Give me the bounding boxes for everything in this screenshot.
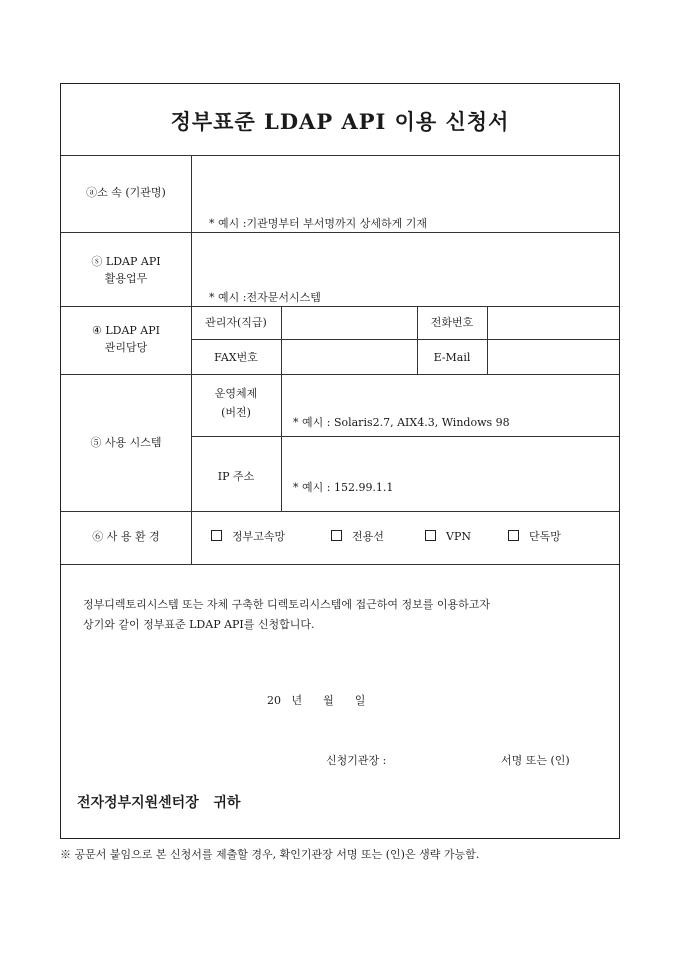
statement: [83, 595, 603, 635]
divider: [191, 436, 619, 437]
divider: [61, 155, 619, 156]
email-label: E-Mail: [433, 351, 471, 364]
usage-example: * 예시 :전자문서시스템: [209, 291, 321, 304]
divider: [61, 374, 619, 375]
date-line: 20 년 월 일: [267, 694, 366, 707]
addressee: 전자정부지원센터장 귀하: [77, 795, 241, 811]
form-title: 정부표준 LDAP API 이용 신청서: [170, 109, 510, 134]
divider: [61, 306, 619, 307]
usage-label-1: ⓢ LDAP API: [91, 255, 161, 268]
os-label-2: (버전): [221, 406, 251, 419]
divider: [61, 511, 619, 512]
signature-label: 서명 또는 (인): [501, 754, 570, 767]
os-example: * 예시 : Solaris2.7, AIX4.3, Windows 98: [293, 416, 510, 429]
divider: [61, 564, 619, 565]
applicant-label: 신청기관장 :: [326, 754, 387, 767]
checkbox-icon[interactable]: [211, 530, 222, 541]
checkbox-icon[interactable]: [508, 530, 519, 541]
org-example: * 예시 :기관명부터 부서명까지 상세하게 기재: [209, 217, 427, 230]
env-option-leased-line[interactable]: 전용선: [331, 530, 384, 544]
manager-title-label: 관리자(직급): [205, 316, 267, 329]
footnote: ※ 공문서 붙임으로 본 신청서를 제출할 경우, 확인기관장 서명 또는 (인)은 생략 가능함.: [60, 848, 480, 861]
divider: [61, 232, 619, 233]
statement-line-2: 상기와 같이 정부표준 LDAP API를 신청합니다.: [83, 618, 315, 631]
ip-label: IP 주소: [217, 470, 255, 483]
divider: [191, 339, 619, 340]
env-label: ⑥ 사 용 환 경: [92, 530, 160, 543]
env-option-standalone[interactable]: 단독망: [508, 530, 561, 544]
divider: [281, 374, 282, 511]
statement-line-1: 정부디렉토리시스템 또는 자체 구축한 디렉토리시스템에 접근하여 정보를 이용하고자: [83, 598, 491, 611]
application-form: [60, 83, 620, 839]
phone-label: 전화번호: [430, 316, 474, 329]
env-option-vpn[interactable]: VPN: [425, 530, 471, 544]
checkbox-icon[interactable]: [425, 530, 436, 541]
usage-label-2: 활용업무: [104, 272, 148, 285]
manager-label-2: 관리담당: [104, 341, 148, 354]
env-option-gov-network[interactable]: 정부고속망: [211, 530, 285, 544]
os-label-1: 운영체제: [214, 387, 258, 400]
divider: [487, 306, 488, 374]
ip-example: * 예시 : 152.99.1.1: [293, 481, 394, 494]
manager-label-1: ④ LDAP API: [91, 324, 160, 337]
org-label: ⓐ소 속 (기관명): [86, 186, 166, 199]
fax-label: FAX번호: [214, 351, 258, 364]
divider: [281, 306, 282, 374]
system-label: ⑤ 사용 시스템: [90, 436, 162, 449]
checkbox-icon[interactable]: [331, 530, 342, 541]
